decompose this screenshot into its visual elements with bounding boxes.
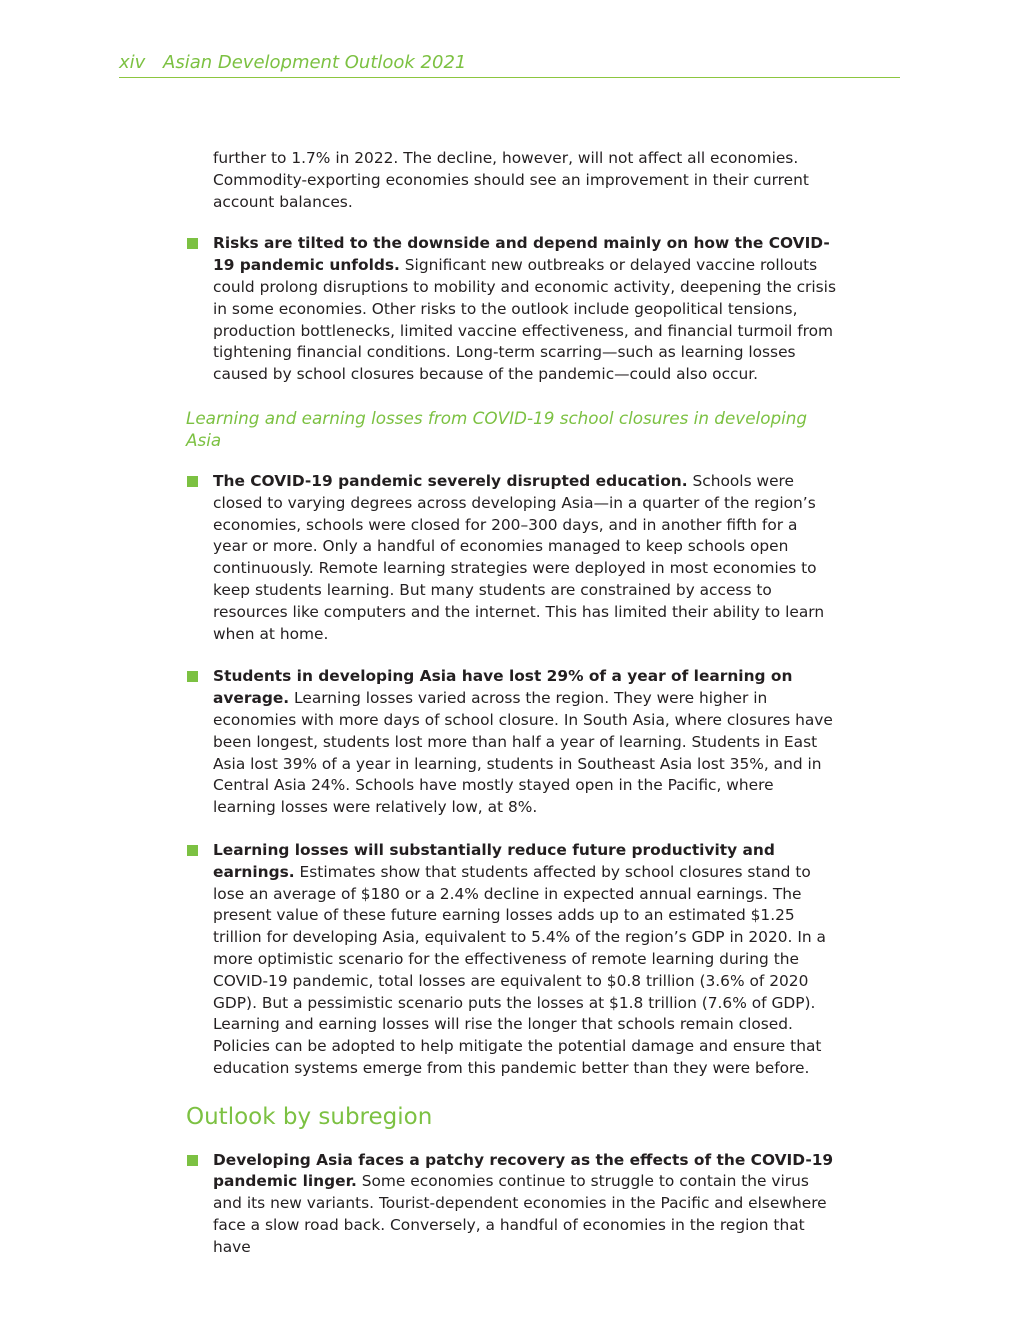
bullet-learning-lost <box>186 666 836 819</box>
bullet-body: Significant new outbreaks or delayed vaccine rollouts could prolong disruptions to mobility and economic activity, deepening the crisis in some economies. Other risks to the outlook include geopolitical tensions, production bottlenecks, limited vaccine effectiveness, and financial turmoil from tightening financial conditions. Long-term scarring—such as learning losses caused by school closures because of the pandemic—could also occur. <box>213 256 836 384</box>
bullet-body: Learning losses varied across the region. They were higher in economies with more days of school closure. In South Asia, where closures have been longest, students lost more than half a year of learning. Students in East Asia lost 39% of a year in learning, students in Southeast Asia lost 35%, and in Central Asia 24%. Schools have mostly stayed open in the Pacific, where learning losses were relatively low, at 8%. <box>213 689 833 817</box>
bullet-risks <box>186 233 836 386</box>
running-header <box>119 52 900 78</box>
bullet-lead: Developing Asia faces a patchy recovery as the effects of the COVID-19 pandemic linger. <box>213 1150 834 1191</box>
page-number: xiv <box>119 52 146 73</box>
bullet-earnings-losses <box>186 840 836 1080</box>
bullet-lead: Students in developing Asia have lost 29% of a year of learning on average. <box>213 667 793 708</box>
bullet-patchy-recovery <box>186 1150 836 1259</box>
page-body <box>186 148 836 1280</box>
square-bullet-icon <box>187 238 198 249</box>
learning-subheading: Learning and earning losses from COVID-19 school closures in developing Asia <box>186 407 808 450</box>
bullet-body: Estimates show that students affected by school closures stand to lose an average of $180 or a 2.4% decline in expected annual earnings. The present value of these future earning losses adds up to an estimated $1.25 trillion for developing Asia, equivalent to 5.4% of the region’s GDP in 2020. In a more optimistic scenario for the effectiveness of remote learning during the COVID-19 pandemic, total losses are equivalent to $0.8 trillion (3.6% of 2020 GDP). But a pessimistic scenario puts the losses at $1.8 trillion (7.6% of GDP). Learning and earning losses will rise the longer that schools remain closed. Policies can be adopted to help mitigate the potential damage and ensure that education systems emerge from this pandemic better than they were before. <box>213 862 826 1077</box>
square-bullet-icon <box>187 1155 198 1166</box>
publication-title: Asian Development Outlook 2021 <box>163 52 467 73</box>
continued-paragraph: further to 1.7% in 2022. The decline, however, will not affect all economies. Commodity-exporting economies should see an improvement in their current account balances. <box>213 149 809 211</box>
square-bullet-icon <box>187 476 198 487</box>
square-bullet-icon <box>187 845 198 856</box>
section-heading: Outlook by subregion <box>186 1103 433 1130</box>
bullet-lead: The COVID-19 pandemic severely disrupted education. <box>213 471 688 490</box>
bullet-lead: Learning losses will substantially reduce future productivity and earnings. <box>213 840 775 881</box>
square-bullet-icon <box>187 671 198 682</box>
bullet-body: Schools were closed to varying degrees across developing Asia—in a quarter of the region’s economies, schools were closed for 200–300 days, and in another fifth for a year or more. Only a handful of economies managed to keep schools open continuously. Remote learning strategies were deployed in most economies to keep students learning. But many students are constrained by access to resources like computers and the internet. This has limited their ability to learn when at home. <box>213 471 825 643</box>
bullet-lead: Risks are tilted to the downside and depend mainly on how the COVID-19 pandemic unfolds. <box>213 234 830 275</box>
bullet-body: Some economies continue to struggle to contain the virus and its new variants. Tourist-dependent economies in the Pacific and elsewhere face a slow road back. Conversely, a handful of economies in the region that have <box>213 1172 827 1256</box>
bullet-education-disrupted <box>186 471 836 645</box>
